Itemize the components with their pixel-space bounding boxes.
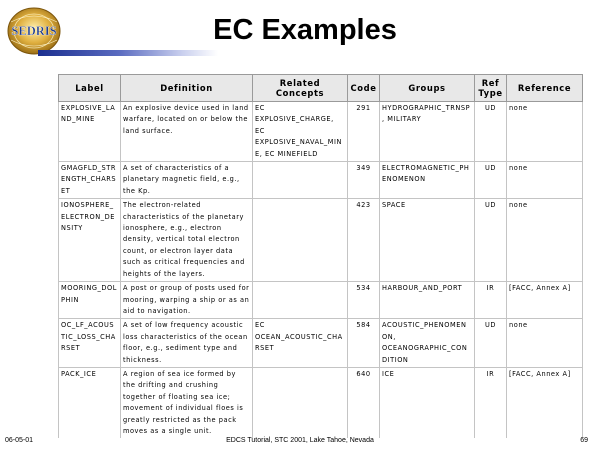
table-row — [59, 282, 583, 319]
cell-ref-type: UD — [475, 319, 507, 368]
table-row — [59, 162, 583, 199]
cell-related-concepts — [253, 162, 348, 199]
slide-title: EC Examples — [213, 14, 397, 46]
header-ref-type: Ref Type — [475, 75, 507, 102]
header-reference: Reference — [507, 75, 583, 102]
cell-ref-type: UD — [475, 162, 507, 199]
cell-label: GMAGFLD_STRENGTH_CHARSET — [59, 162, 121, 199]
header-related-concepts: Related Concepts — [253, 75, 348, 102]
cell-related-concepts — [253, 199, 348, 282]
table-row — [59, 199, 583, 282]
cell-related-concepts — [253, 367, 348, 438]
cell-reference: none — [507, 102, 583, 162]
cell-groups: HYDROGRAPHIC_TRNSP, MILITARY — [380, 102, 475, 162]
cell-groups: ICE — [380, 367, 475, 438]
table-row — [59, 102, 583, 162]
cell-groups: ELECTROMAGNETIC_PHENOMENON — [380, 162, 475, 199]
cell-definition: The electron-related characteristics of the planetary ionosphere, e.g., electron density, vertical total electron count, or electron layer data such as critical frequencies and heights of the layers. — [121, 199, 253, 282]
cell-code: 291 — [348, 102, 380, 162]
logo-text: SEDRIS — [11, 24, 57, 38]
header-label: Label — [59, 75, 121, 102]
cell-related-concepts — [253, 282, 348, 319]
cell-groups: SPACE — [380, 199, 475, 282]
cell-ref-type: IR — [475, 282, 507, 319]
cell-reference: [FACC, Annex A] — [507, 367, 583, 438]
cell-label: EXPLOSIVE_LAND_MINE — [59, 102, 121, 162]
table-row — [59, 319, 583, 368]
cell-code: 349 — [348, 162, 380, 199]
cell-label: OC_LF_ACOUSTIC_LOSS_CHARSET — [59, 319, 121, 368]
cell-label: PACK_ICE — [59, 367, 121, 438]
cell-related-concepts: EC EXPLOSIVE_CHARGE, EC EXPLOSIVE_NAVAL_MINE, EC MINEFIELD — [253, 102, 348, 162]
cell-reference: none — [507, 319, 583, 368]
cell-code: 640 — [348, 367, 380, 438]
table-header-row — [59, 75, 583, 102]
table-row — [59, 367, 583, 438]
ec-examples-table — [58, 74, 583, 438]
title-underline-bar — [38, 50, 218, 56]
footer-page-number: 69 — [580, 437, 588, 444]
header-code: Code — [348, 75, 380, 102]
header-definition: Definition — [121, 75, 253, 102]
cell-definition: A set of characteristics of a planetary magnetic field, e.g., the Kp. — [121, 162, 253, 199]
cell-groups: HARBOUR_AND_PORT — [380, 282, 475, 319]
cell-code: 423 — [348, 199, 380, 282]
cell-reference: [FACC, Annex A] — [507, 282, 583, 319]
cell-related-concepts: EC OCEAN_ACOUSTIC_CHARSET — [253, 319, 348, 368]
cell-definition: A region of sea ice formed by the drifting and crushing together of floating sea ice; movement of individual floes is greatly restricted as the pack moves as a single unit. — [121, 367, 253, 438]
header-groups: Groups — [380, 75, 475, 102]
cell-label: MOORING_DOLPHIN — [59, 282, 121, 319]
cell-code: 534 — [348, 282, 380, 319]
cell-definition: A post or group of posts used for mooring, warping a ship or as an aid to navigation. — [121, 282, 253, 319]
cell-definition: A set of low frequency acoustic loss characteristics of the ocean floor, e.g., sediment type and thickness. — [121, 319, 253, 368]
cell-definition: An explosive device used in land warfare, located on or below the land surface. — [121, 102, 253, 162]
cell-ref-type: UD — [475, 102, 507, 162]
cell-code: 584 — [348, 319, 380, 368]
footer-date: 06-05-01 — [5, 437, 34, 444]
cell-label: IONOSPHERE_ELECTRON_DENSITY — [59, 199, 121, 282]
cell-reference: none — [507, 162, 583, 199]
cell-groups: ACOUSTIC_PHENOMENON, OCEANOGRAPHIC_CONDITION — [380, 319, 475, 368]
footer-event: EDCS Tutorial, STC 2001, Lake Tahoe, Nevada — [226, 437, 374, 444]
cell-ref-type: IR — [475, 367, 507, 438]
cell-reference: none — [507, 199, 583, 282]
cell-ref-type: UD — [475, 199, 507, 282]
